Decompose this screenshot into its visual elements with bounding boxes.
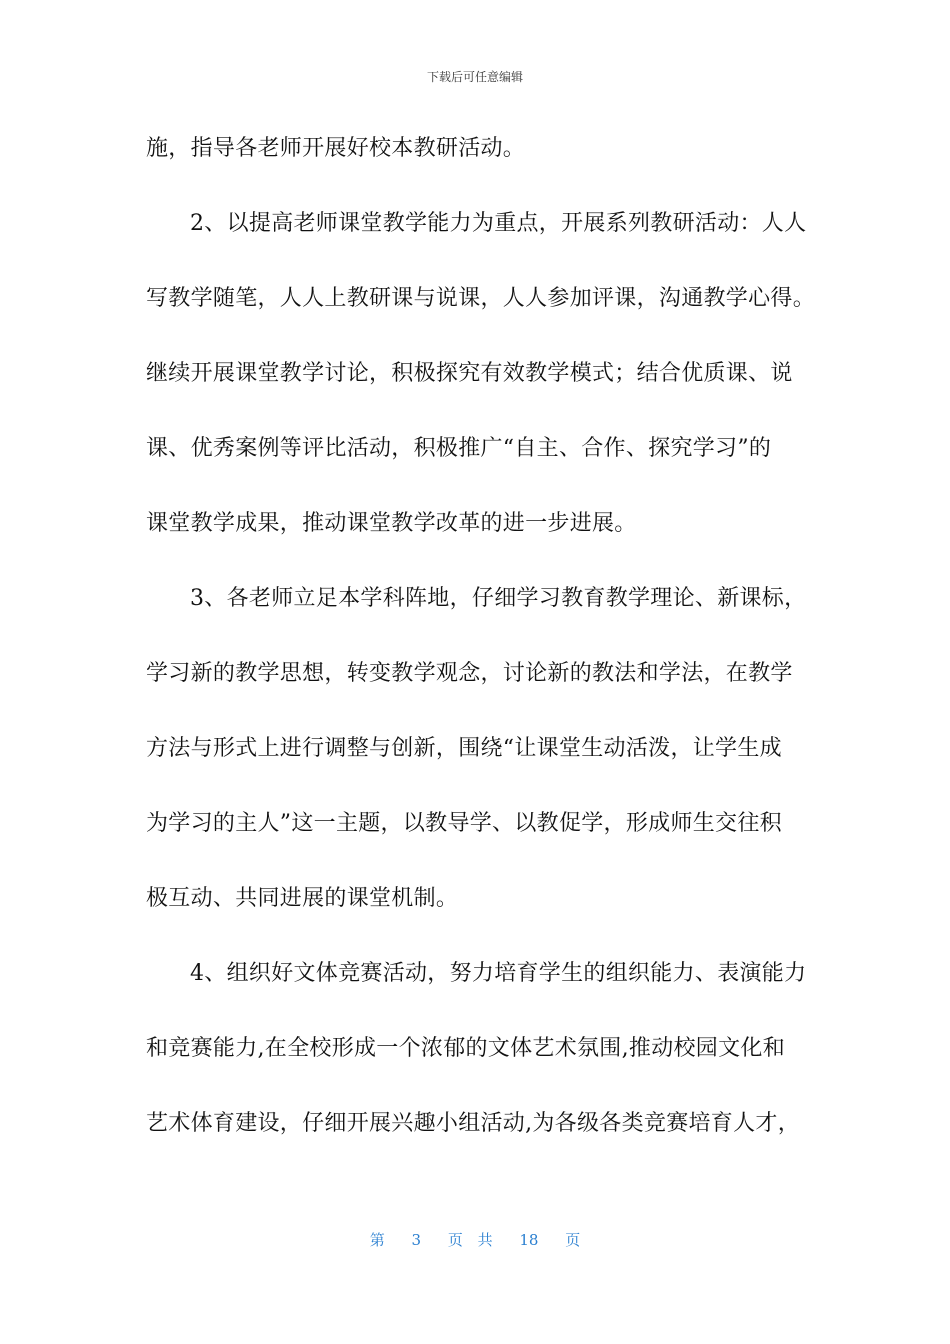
- body-line: 课堂教学成果，推动课堂教学改革的进一步进展。: [146, 511, 637, 536]
- document-body: [146, 127, 816, 1177]
- body-line: 艺术体育建设，仔细开展兴趣小组活动,为各级各类竞赛培育人才，: [146, 1111, 800, 1136]
- body-line: 极互动、共同进展的课堂机制。: [146, 886, 459, 911]
- footer-middle: 页 共: [447, 1231, 493, 1249]
- body-line: 施，指导各老师开展好校本教研活动。: [146, 136, 526, 161]
- body-line: 为学习的主人”这一主题，以教导学、以教促学，形成师生交往积: [146, 811, 782, 836]
- footer-suffix: 页: [565, 1231, 581, 1249]
- total-pages-number: 18: [519, 1231, 539, 1249]
- body-line: 和竞赛能力,在全校形成一个浓郁的文体艺术氛围,推动校园文化和: [146, 1036, 785, 1061]
- page-header-note: 下载后可任意编辑: [426, 70, 523, 84]
- page-footer: [0, 1229, 950, 1250]
- current-page-number: 3: [411, 1231, 422, 1249]
- body-line: 3、各老师立足本学科阵地，仔细学习教育教学理论、新课标，: [190, 586, 807, 611]
- body-line: 写教学随笔，人人上教研课与说课，人人参加评课，沟通教学心得。: [146, 286, 816, 311]
- body-line: 方法与形式上进行调整与创新，围绕“让课堂生动活泼，让学生成: [146, 736, 782, 761]
- body-line: 学习新的教学思想，转变教学观念，讨论新的教法和学法，在教学: [146, 661, 793, 686]
- footer-prefix: 第: [369, 1231, 385, 1249]
- body-line: 继续开展课堂教学讨论，积极探究有效教学模式；结合优质课、说: [146, 361, 793, 386]
- body-line: 2、以提高老师课堂教学能力为重点，开展系列教研活动：人人: [190, 211, 807, 236]
- body-line: 4、组织好文体竞赛活动，努力培育学生的组织能力、表演能力: [190, 961, 807, 986]
- body-line: 课、优秀案例等评比活动，积极推广“自主、合作、探究学习”的: [146, 436, 772, 461]
